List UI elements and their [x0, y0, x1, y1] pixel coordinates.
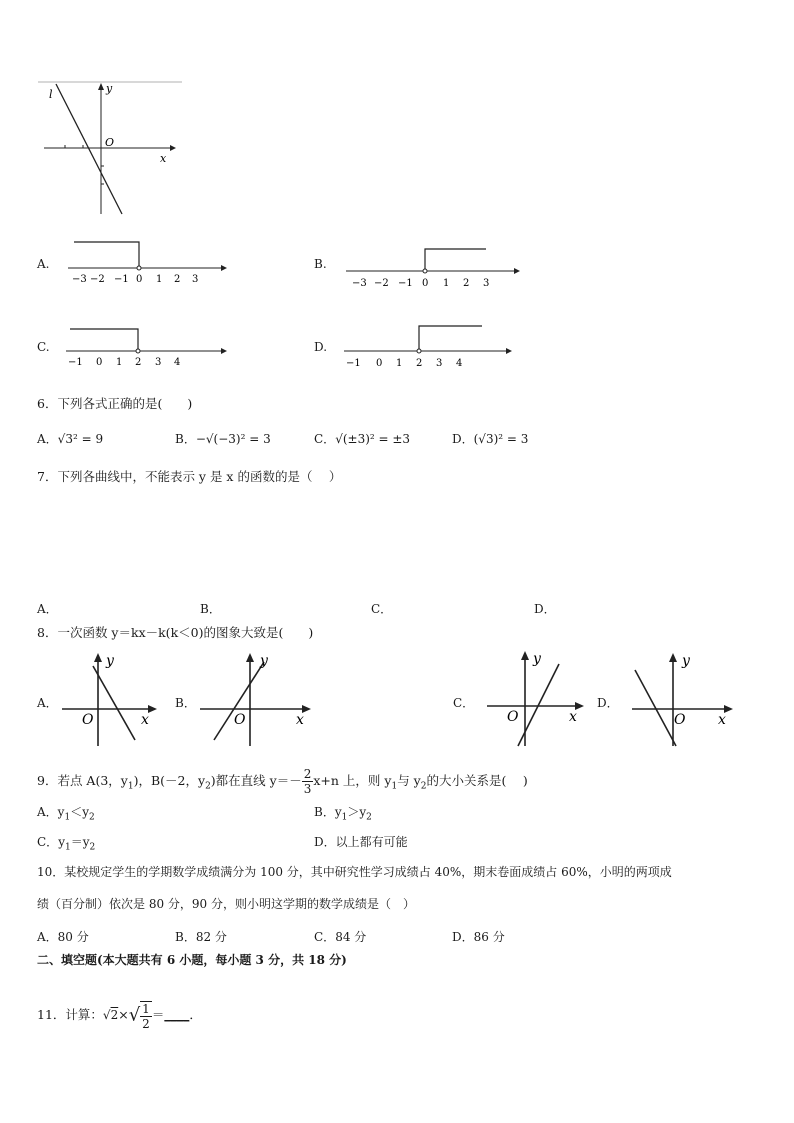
- q6-option-a-expr: √3² = 9: [57, 432, 104, 446]
- q5-c-tick-3: 1: [116, 357, 123, 368]
- q8-b-x-label: x: [296, 712, 304, 728]
- q9-frac-den: 3: [303, 782, 312, 796]
- q8-c-origin-label: O: [507, 709, 519, 725]
- q9-option-a-sub1: 1: [64, 812, 71, 823]
- q5-b-tick-5: 1: [443, 278, 450, 289]
- q8-a-x-label: x: [141, 712, 149, 728]
- top-line-graph-svg: [36, 78, 186, 218]
- q10-option-a[interactable]: [37, 928, 89, 945]
- q5-b-tick-2: −2: [374, 278, 389, 289]
- q8-b-y-label: y: [260, 653, 268, 669]
- q9-option-b[interactable]: [314, 803, 372, 822]
- q6-option-b-expr: −√(−3)² = 3: [195, 432, 271, 446]
- q8-c-y-label: y: [533, 651, 541, 667]
- q6-option-c[interactable]: [314, 430, 410, 447]
- q5-a-tick-1: −3: [72, 274, 87, 285]
- q6-option-c-expr: √(±3)² = ±3: [335, 432, 411, 446]
- q11-times: ×: [118, 1007, 129, 1022]
- q9-stem: [37, 766, 528, 802]
- q5-a-tick-3: −1: [114, 274, 129, 285]
- q6-option-d-expr: (√3)² = 3: [473, 432, 529, 446]
- q9-option-b-sub2: 2: [366, 812, 372, 823]
- q6-option-a-letter: A．: [37, 432, 58, 446]
- q5-a-tick-7: 3: [192, 274, 199, 285]
- q9-sub-3: 1: [391, 781, 398, 792]
- q8-d-y-label: y: [682, 653, 690, 669]
- q5-c-tick-5: 3: [155, 357, 162, 368]
- q5-d-tick-5: 3: [436, 358, 443, 369]
- q11-answer-blank[interactable]: ____: [164, 1007, 190, 1022]
- q9-option-c-sub1: 1: [64, 842, 71, 853]
- q11: [37, 1000, 202, 1031]
- q10-option-a-letter: A．: [37, 930, 58, 944]
- q9-option-c-sub2: 2: [89, 842, 96, 853]
- y-axis-label: y: [106, 82, 113, 95]
- q5-option-a-letter[interactable]: A.: [37, 257, 50, 271]
- x-axis-label: x: [160, 152, 167, 165]
- origin-label: O: [105, 136, 115, 149]
- q6-option-d[interactable]: [452, 430, 528, 447]
- q5-c-tick-6: 4: [174, 357, 181, 368]
- q10-option-c-letter: C．: [314, 930, 336, 944]
- q5-b-tick-3: −1: [398, 278, 413, 289]
- q7-option-c[interactable]: C．: [371, 602, 393, 616]
- q6-stem: 6．下列各式正确的是( ): [37, 396, 193, 411]
- q8-graph-c: [485, 648, 590, 750]
- q5-d-tick-3: 1: [396, 358, 403, 369]
- q5-a-tick-2: −2: [90, 274, 105, 285]
- q5-c-tick-1: −1: [68, 357, 83, 368]
- q5-option-c-letter[interactable]: C.: [37, 340, 50, 354]
- q9-sub-4: 2: [420, 781, 427, 792]
- q7-option-a[interactable]: A．: [37, 602, 58, 616]
- q5-a-tick-6: 2: [174, 274, 181, 285]
- q11-sqrt-frac: √: [128, 1004, 141, 1026]
- q8-graph-a: [60, 650, 160, 750]
- q8-option-a-letter[interactable]: A．: [37, 696, 58, 710]
- q8-option-b-letter[interactable]: B．: [175, 696, 196, 710]
- q5-numberline-d: [342, 318, 522, 368]
- q10-option-b[interactable]: [175, 928, 227, 945]
- q5-c-tick-2: 0: [96, 357, 103, 368]
- q9-stem-part-1: 9．若点 A(3，y: [37, 773, 128, 788]
- q11-frac-den: 2: [142, 1016, 150, 1031]
- q8-d-x-label: x: [718, 712, 726, 728]
- q5-a-tick-5: 1: [156, 274, 163, 285]
- q10-stem-line-2: 绩（百分制）依次是 80 分，90 分，则小明这学期的数学成绩是（ ）: [37, 897, 415, 911]
- q9-option-a-letter: A．: [37, 805, 58, 819]
- q9-option-c-letter: C．: [37, 835, 59, 849]
- q9-option-d[interactable]: [314, 833, 408, 850]
- top-line-graph: [36, 78, 186, 218]
- q9-option-d-text: 以上都有可能: [335, 835, 408, 849]
- q11-prefix: 11．计算：: [37, 1007, 103, 1022]
- q11-frac-num: 1: [142, 1001, 150, 1016]
- q5-d-tick-1: −1: [346, 358, 361, 369]
- q5-c-tick-4: 2: [135, 357, 142, 368]
- q9-option-b-op: ＞y: [347, 805, 367, 819]
- q9-stem-part-2: )，B(－2，y: [133, 773, 206, 788]
- q5-b-tick-7: 3: [483, 278, 490, 289]
- q9-stem-part-6: 的大小关系是( ): [426, 773, 528, 788]
- q5-b-tick-1: −3: [352, 278, 367, 289]
- q5-d-tick-6: 4: [456, 358, 463, 369]
- q8-a-origin-label: O: [82, 712, 94, 728]
- q6-option-d-letter: D．: [452, 432, 474, 446]
- q7-stem: 7．下列各曲线中，不能表示 y 是 x 的函数的是（ ）: [37, 469, 342, 484]
- q9-stem-part-5: 与 y: [397, 773, 421, 788]
- q10-option-c-text: 84 分: [335, 930, 367, 944]
- q10-option-d[interactable]: [452, 928, 505, 945]
- q11-sqrt-2: √2: [102, 1008, 119, 1022]
- q5-a-tick-4: 0: [136, 274, 143, 285]
- q10-option-c[interactable]: [314, 928, 366, 945]
- q5-option-d-letter[interactable]: D.: [314, 340, 328, 354]
- q9-option-a-op: ＜y: [70, 805, 89, 819]
- q5-b-tick-6: 2: [463, 278, 470, 289]
- q6-option-a[interactable]: [37, 430, 103, 447]
- q9-option-c-y1: y: [58, 835, 65, 849]
- q11-fraction: [140, 1001, 152, 1031]
- q5-d-tick-4: 2: [416, 358, 423, 369]
- q11-sqrt-2-radicand: 2: [110, 1008, 119, 1022]
- q6-option-c-letter: C．: [314, 432, 336, 446]
- q5-numberline-b: [344, 240, 529, 290]
- q8-graph-b: [198, 650, 313, 750]
- q7-option-b[interactable]: B．: [200, 602, 221, 616]
- q9-frac-num: 2: [303, 767, 312, 781]
- q6-option-b[interactable]: [175, 430, 271, 447]
- q9-option-c[interactable]: [37, 833, 95, 852]
- q8-a-y-label: y: [106, 653, 114, 669]
- q8-d-origin-label: O: [674, 712, 686, 728]
- q5-numberline-a: [66, 238, 231, 288]
- q10-option-a-text: 80 分: [57, 930, 89, 944]
- q8-stem: 8．一次函数 y＝kx－k(k＜0)的图象大致是( ): [37, 625, 314, 640]
- q10-option-b-letter: B．: [175, 930, 196, 944]
- q11-equals: ＝: [151, 1007, 165, 1022]
- q9-option-b-letter: B．: [314, 805, 335, 819]
- q9-option-c-op: ＝y: [70, 835, 90, 849]
- q7-option-d[interactable]: D．: [534, 602, 556, 616]
- q8-graph-d: [630, 650, 740, 750]
- q8-b-origin-label: O: [234, 712, 246, 728]
- q8-option-c-letter[interactable]: C．: [453, 696, 475, 710]
- q9-option-a-y1: y: [57, 805, 65, 819]
- q10-option-d-text: 86 分: [473, 930, 505, 944]
- q5-option-b-letter[interactable]: B.: [314, 257, 327, 271]
- q9-option-a[interactable]: [37, 803, 95, 822]
- q6-option-b-letter: B．: [175, 432, 196, 446]
- q9-sub-1: 1: [127, 781, 134, 792]
- q5-b-tick-4: 0: [422, 278, 429, 289]
- q10-option-d-letter: D．: [452, 930, 474, 944]
- line-l-label: l: [49, 88, 53, 101]
- q9-option-a-sub2: 2: [88, 812, 95, 823]
- q5-numberline-c: [64, 321, 234, 371]
- q11-end: ．: [189, 1007, 202, 1022]
- q5-d-tick-2: 0: [376, 358, 383, 369]
- q8-option-d-letter[interactable]: D．: [597, 696, 619, 710]
- q9-sub-2: 2: [205, 781, 211, 792]
- q9-stem-part-4: x+n 上，则 y: [313, 773, 392, 788]
- q10-stem-line-1: 10．某校规定学生的学期数学成绩满分为 100 分，其中研究性学习成绩占 40%，期末卷面成绩占 60%，小明的两项成: [37, 865, 672, 879]
- q9-option-b-y1: y: [334, 805, 342, 819]
- q8-c-x-label: x: [569, 709, 577, 725]
- q9-option-b-sub1: 1: [341, 812, 348, 823]
- section-2-title: 二、填空题(本大题共有 6 小题，每小题 3 分，共 18 分): [37, 953, 347, 967]
- q9-option-d-letter: D．: [314, 835, 336, 849]
- q9-fraction: [302, 767, 314, 796]
- q10-option-b-text: 82 分: [195, 930, 227, 944]
- q9-stem-part-3: )都在直线 y＝－: [210, 773, 302, 788]
